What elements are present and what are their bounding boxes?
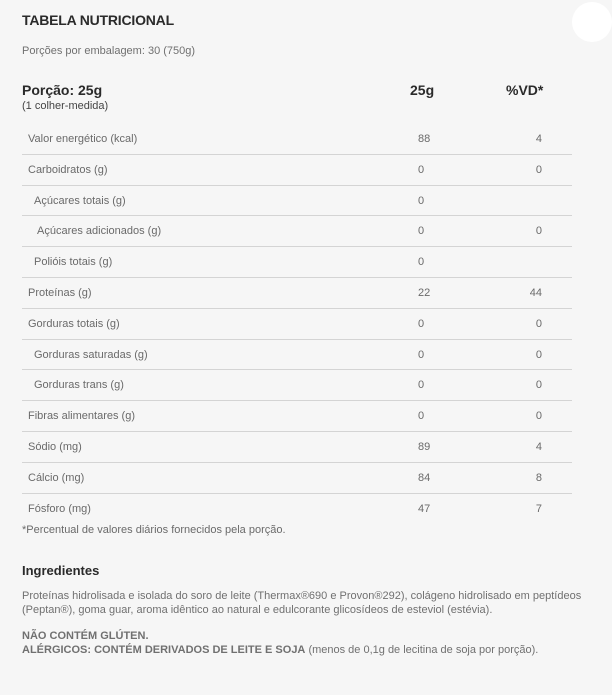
table-row — [22, 216, 572, 247]
portion-sublabel: (1 colher-medida) — [22, 100, 109, 112]
nutrient-amount: 88 — [418, 133, 431, 145]
nutrient-name: Sódio (mg) — [28, 440, 82, 453]
nutrient-amount: 0 — [418, 256, 425, 269]
nutrient-vd: 4 — [535, 133, 542, 145]
servings-per-package: Porções por embalagem: 30 (750g) — [22, 45, 196, 57]
corner-decoration — [572, 2, 612, 42]
nutrient-name: Proteínas (g) — [28, 286, 92, 299]
nutrient-vd: 0 — [535, 348, 542, 361]
nutrient-amount: 89 — [418, 440, 431, 453]
table-row — [22, 432, 572, 463]
vd-column-header: %VD* — [506, 82, 544, 98]
table-row — [22, 463, 572, 494]
nutrient-vd: 8 — [535, 471, 542, 484]
table-row — [22, 370, 572, 401]
nutrient-vd: 4 — [535, 440, 542, 453]
table-row — [22, 186, 572, 217]
nutrient-name: Açúcares adicionados (g) — [37, 225, 162, 238]
nutrient-vd: 0 — [535, 225, 542, 238]
vd-footnote: *Percentual de valores diários fornecidos pela porção. — [22, 524, 286, 536]
page-title: TABELA NUTRICIONAL — [22, 12, 174, 28]
amount-column-header: 25g — [410, 82, 435, 98]
table-row — [22, 340, 572, 371]
nutrient-amount: 22 — [418, 286, 431, 299]
portion-label: Porção: 25g — [22, 82, 103, 98]
table-row — [22, 309, 572, 340]
nutrient-name: Gorduras saturadas (g) — [34, 348, 148, 361]
nutrient-name: Gorduras totais (g) — [28, 317, 120, 330]
allergen-warning: ALÉRGICOS: CONTÉM DERIVADOS DE LEITE E SOJA — [22, 644, 306, 656]
gluten-warning: NÃO CONTÉM GLÚTEN. — [22, 630, 149, 642]
nutrient-vd: 0 — [535, 379, 542, 392]
table-row — [22, 278, 572, 309]
nutrient-name: Fósforo (mg) — [28, 502, 91, 515]
nutrient-vd: 0 — [535, 317, 542, 330]
nutrient-name: Valor energético (kcal) — [28, 133, 138, 145]
nutrient-name: Gorduras trans (g) — [34, 379, 124, 392]
nutrient-name: Carboidratos (g) — [28, 163, 108, 176]
nutrient-name: Fibras alimentares (g) — [28, 410, 135, 423]
nutrient-vd: 0 — [535, 410, 542, 423]
nutrition-table — [22, 124, 572, 523]
table-row — [22, 247, 572, 278]
table-row — [22, 124, 572, 155]
nutrient-vd: 0 — [535, 163, 542, 176]
nutrient-amount: 0 — [418, 317, 425, 330]
nutrient-amount: 0 — [418, 225, 425, 238]
table-row — [22, 155, 572, 186]
allergen-detail: (menos de 0,1g de lecitina de soja por porção). — [305, 644, 539, 656]
nutrient-vd: 44 — [529, 286, 542, 299]
nutrient-name: Açúcares totais (g) — [34, 194, 126, 207]
allergy-info — [22, 629, 582, 657]
ingredients-heading: Ingredientes — [22, 563, 100, 578]
nutrient-amount: 0 — [418, 379, 425, 392]
nutrient-amount: 0 — [418, 163, 425, 176]
ingredients-text: Proteínas hidrolisada e isolada do soro de leite (Thermax®690 e Provon®292), colágeno hidrolisado em peptídeos (Peptan®), goma guar, aroma idêntico ao natural e edulcorante glicosídeos de esteviol (estévia). — [22, 590, 582, 616]
nutrient-amount: 0 — [418, 194, 425, 207]
table-row — [22, 401, 572, 432]
nutrient-amount: 84 — [418, 471, 431, 484]
nutrient-name: Cálcio (mg) — [28, 471, 85, 484]
table-row — [22, 494, 572, 524]
nutrient-vd: 7 — [535, 502, 542, 515]
nutrient-name: Polióis totais (g) — [34, 256, 113, 269]
nutrient-amount: 0 — [418, 410, 425, 423]
nutrient-amount: 0 — [418, 348, 425, 361]
nutrient-amount: 47 — [418, 502, 431, 515]
portion-header — [22, 80, 572, 116]
